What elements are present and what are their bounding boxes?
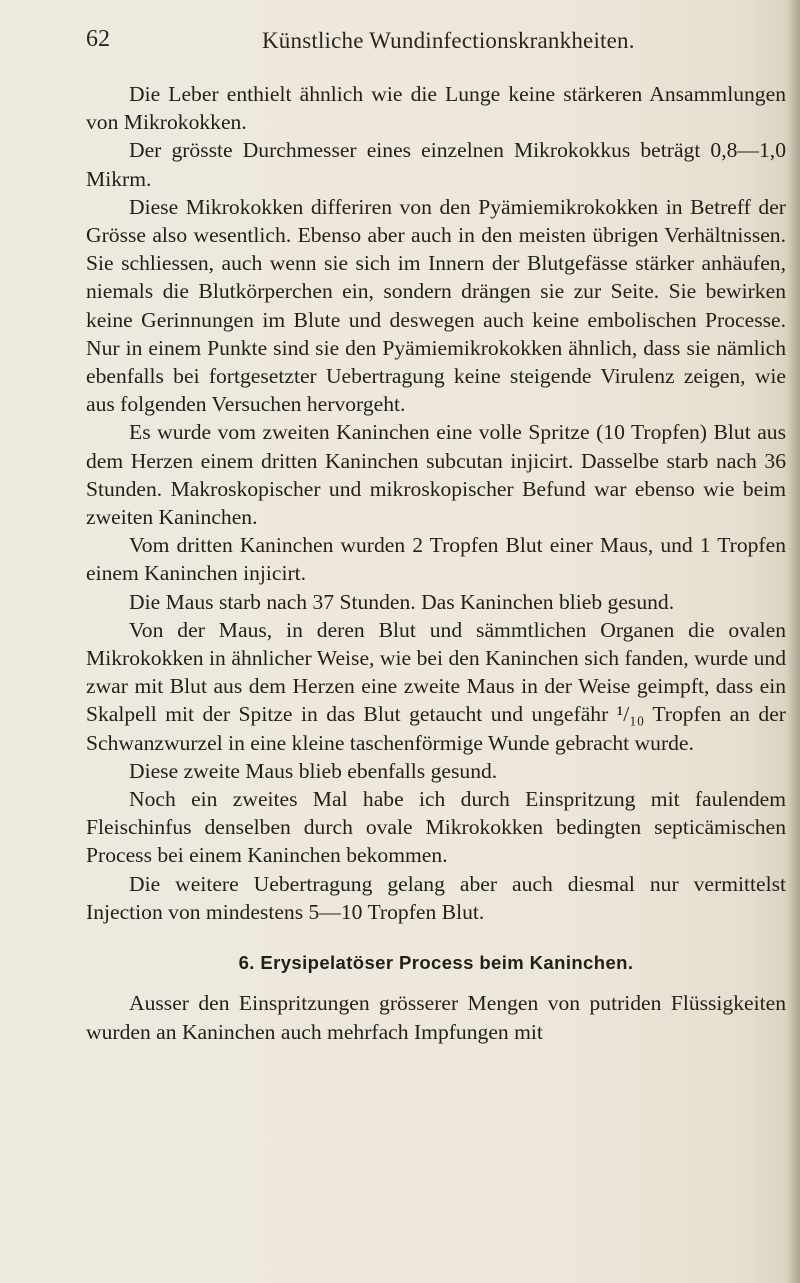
- paragraph-3: Diese Mikrokokken differiren von den Pyämiemikrokokken in Betreff der Grösse also wesentlich. Ebenso aber auch in den meisten übrigen Verhältnissen. Sie schliessen, auch wenn sie sich im Innern der Blutgefässe stärker anhäufen, niemals die Blutkörperchen ein, sondern drängen sie zur Seite. Sie bewirken keine Gerinnungen im Blute und deswegen auch keine embolischen Processe. Nur in einem Punkte sind sie den Pyämiemikrokokken ähnlich, dass sie nämlich ebenfalls bei fortgesetzter Uebertragung keine steigende Virulenz zeigen, wie aus folgenden Versuchen hervorgeht.: [86, 194, 786, 417]
- section-paragraph: Ausser den Einspritzungen grösserer Mengen von putriden Flüssigkeiten wurden an Kaninchen auch mehrfach Impfungen mit: [86, 991, 786, 1044]
- paragraph-6: Die Maus starb nach 37 Stunden. Das Kaninchen blieb gesund.: [129, 589, 675, 614]
- body-text: [86, 80, 786, 1046]
- paragraph-1: Die Leber enthielt ähnlich wie die Lunge keine stärkeren Ansammlungen von Mikrokokken.: [86, 82, 786, 135]
- page-edge-shadow: [786, 0, 800, 1283]
- paragraph-7: Von der Maus, in deren Blut und sämmtlichen Organen die ovalen Mikrokokken in ähnlicher Weise, wie bei den Kaninchen sich fanden, wurde und zwar mit Blut aus dem Herzen eine zweite Maus in der Weise geimpft, dass ein Skalpell mit der Spitze in das Blut getaucht und ungefähr ¹/₁₀ Tropfen an der Schwanzwurzel in eine kleine taschenförmige Wunde gebracht wurde.: [86, 617, 786, 755]
- paragraph-4: Es wurde vom zweiten Kaninchen eine volle Spritze (10 Tropfen) Blut aus dem Herzen einem dritten Kaninchen subcutan injicirt. Dasselbe starb nach 36 Stunden. Makroskopischer und mikroskopischer Befund war ebenso wie beim zweiten Kaninchen.: [86, 420, 786, 530]
- page-header: [86, 26, 746, 62]
- paragraph-2: Der grösste Durchmesser eines einzelnen Mikrokokkus beträgt 0,8—1,0 Mikrm.: [86, 138, 786, 191]
- paragraph-10: Die weitere Uebertragung gelang aber auch diesmal nur vermittelst Injection von mindestens 5—10 Tropfen Blut.: [86, 871, 786, 924]
- page-number: 62: [86, 26, 110, 52]
- paragraph-8: Diese zweite Maus blieb ebenfalls gesund.: [129, 758, 498, 783]
- running-title: Künstliche Wundinfectionskrankheiten.: [262, 28, 635, 53]
- section-heading: 6. Erysipelatöser Process beim Kaninchen.: [238, 952, 634, 974]
- paragraph-9: Noch ein zweites Mal habe ich durch Einspritzung mit faulendem Fleischinfus denselben durch ovale Mikrokokken bedingten septicämischen Process bei einem Kaninchen bekommen.: [86, 787, 786, 868]
- paragraph-5: Vom dritten Kaninchen wurden 2 Tropfen Blut einer Maus, und 1 Tropfen einem Kaninchen injicirt.: [86, 533, 786, 586]
